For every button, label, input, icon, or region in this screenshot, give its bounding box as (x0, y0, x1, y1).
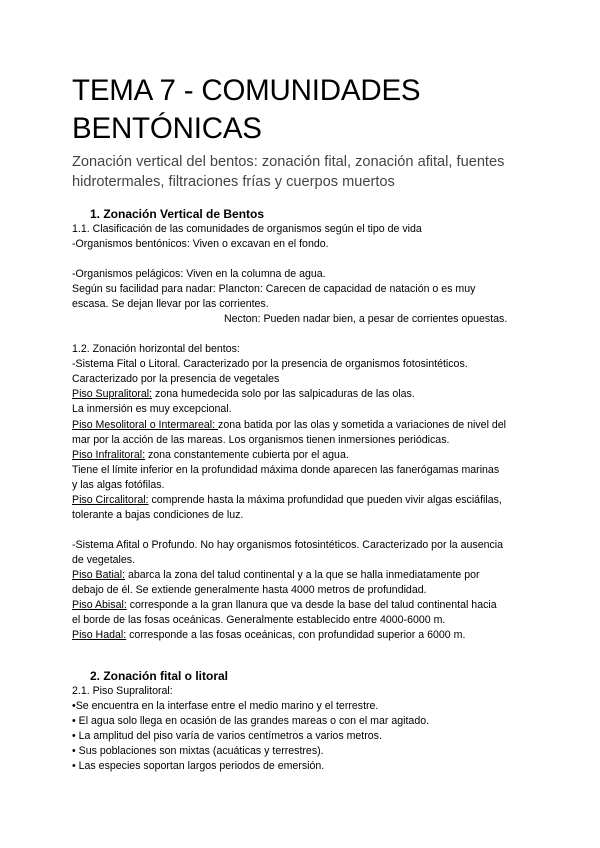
bullet-item: • Las especies soportan largos periodos de emersión. (72, 760, 325, 773)
bullet-item: • La amplitud del piso varía de varios centímetros a varios metros. (72, 730, 382, 743)
term-text: zona batida por las olas y sometida a variaciones de nivel del (218, 418, 506, 431)
text-line: 1.2. Zonación horizontal del bentos: (72, 343, 240, 356)
document-body (72, 206, 542, 774)
text-line: -Organismos bentónicos: Viven o excavan en el fondo. (72, 238, 329, 251)
text-line: debajo de él. Se extiende generalmente hasta 4000 metros de profundidad. (72, 583, 427, 596)
bullet-item: • Sus poblaciones son mixtas (acuáticas y terrestres). (72, 745, 324, 758)
term-supralitoral: Piso Supralitoral: (72, 388, 153, 401)
text-line: mar por la acción de las mareas. Los organismos tienen inmersiones periódicas. (72, 433, 450, 446)
text-line: y las algas fotófilas. (72, 478, 165, 491)
term-text: comprende hasta la máxima profundidad que pueden vivir algas esciáfilas, (148, 493, 502, 506)
bullet-item: • El agua solo llega en ocasión de las grandes mareas o con el mar agitado. (72, 715, 430, 728)
text-line: de vegetales. (72, 553, 136, 566)
text-line: -Sistema Afital o Profundo. No hay organismos fotosintéticos. Caracterizado por la ausencia (72, 538, 504, 551)
text-line: Necton: Pueden nadar bien, a pesar de corrientes opuestas. (224, 313, 508, 326)
term-text: zona humedecida solo por las salpicaduras de las olas. (152, 388, 415, 401)
text-line: 1.1. Clasificación de las comunidades de organismos según el tipo de vida (72, 223, 422, 235)
term-batial: Piso Batial: (72, 568, 125, 581)
term-mesolitoral: Piso Mesolitoral o Intermareal: (72, 418, 219, 431)
term-text: zona constantemente cubierta por el agua. (145, 448, 349, 461)
text-line (72, 418, 542, 433)
text-line (72, 387, 542, 402)
term-infralitoral: Piso Infralitoral: (72, 448, 146, 461)
section-1-heading: 1. Zonación Vertical de Bentos (90, 207, 265, 221)
text-line (72, 628, 542, 643)
section-2-heading: 2. Zonación fital o litoral (90, 669, 229, 684)
text-line: 2.1. Piso Supralitoral: (72, 685, 173, 698)
term-hadal: Piso Hadal: (72, 629, 127, 642)
page-subtitle: Zonación vertical del bentos: zonación fital, zonación afital, fuentes hidrotermales, filtraciones frías y cuerpos muertos (72, 154, 505, 190)
term-text: corresponde a la gran llanura que va desde la base del talud continental hacia (126, 599, 497, 612)
term-text: corresponde a las fosas oceánicas, con profundidad superior a 6000 m. (126, 629, 466, 642)
term-circalitoral: Piso Circalitoral: (72, 493, 149, 506)
text-line (72, 568, 542, 583)
text-line: -Sistema Fital o Litoral. Caracterizado por la presencia de organismos fotosintéticos. (72, 358, 468, 371)
text-line (72, 448, 542, 463)
text-line: Según su facilidad para nadar: Plancton: Carecen de capacidad de natación o es muy (72, 283, 476, 296)
text-line: Tiene el límite inferior en la profundidad máxima donde aparecen las fanerógamas marinas (72, 463, 500, 476)
text-line: Caracterizado por la presencia de vegetales (72, 373, 280, 386)
text-line (72, 493, 542, 508)
text-line (72, 598, 542, 613)
text-line: el borde de las fosas oceánicas. Generalmente establecido entre 4000-6000 m. (72, 614, 446, 627)
bullet-item: •Se encuentra en la interfase entre el medio marino y el terrestre. (72, 700, 379, 713)
text-line: -Organismos pelágicos: Viven en la columna de agua. (72, 268, 326, 281)
term-abisal: Piso Abisal: (72, 599, 127, 612)
text-line: tolerante a bajas condiciones de luz. (72, 508, 244, 521)
text-line: escasa. Se dejan llevar por las corrientes. (72, 298, 269, 311)
term-text: abarca la zona del talud continental y a la que se halla inmediatamente por (125, 568, 480, 581)
text-line: La inmersión es muy excepcional. (72, 403, 232, 416)
page-title: TEMA 7 - COMUNIDADES BENTÓNICAS (72, 74, 421, 145)
